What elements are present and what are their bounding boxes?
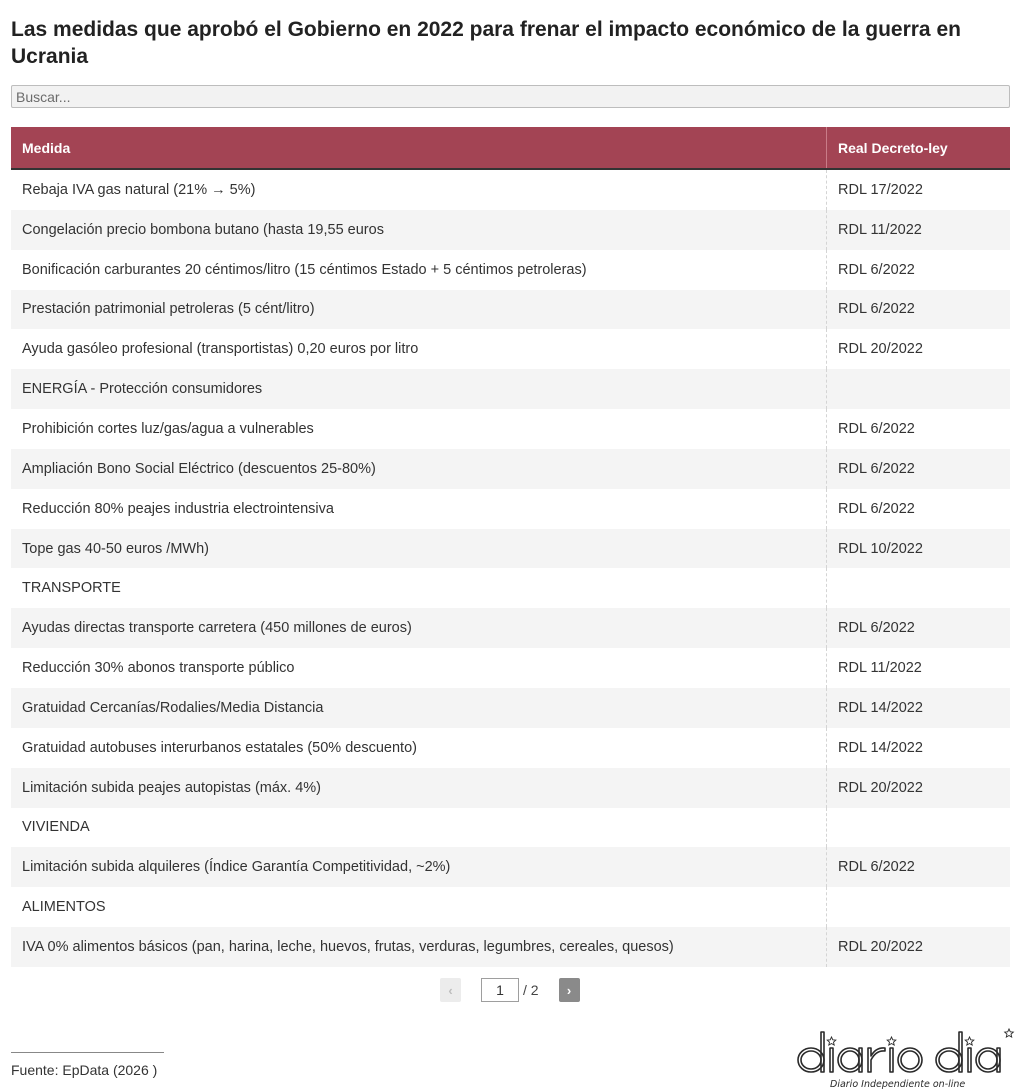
cell-medida: Ampliación Bono Social Eléctrico (descuentos 25-80%) xyxy=(11,449,827,489)
cell-medida: Prohibición cortes luz/gas/agua a vulnerables xyxy=(11,409,827,449)
table-row xyxy=(11,728,1010,768)
table-row xyxy=(11,409,1010,449)
cell-medida: Gratuidad Cercanías/Rodalies/Media Distancia xyxy=(11,688,827,728)
cell-medida: ENERGÍA - Protección consumidores xyxy=(11,369,827,409)
column-header-medida[interactable]: Medida xyxy=(11,127,827,168)
source-note: Fuente: EpData (2026 ) xyxy=(11,1062,158,1078)
prev-page-button[interactable]: ‹ xyxy=(440,978,461,1002)
cell-decreto: RDL 14/2022 xyxy=(838,739,923,756)
cell-decreto: RDL 10/2022 xyxy=(838,540,923,557)
cell-decreto xyxy=(827,808,1010,848)
cell-decreto: RDL 20/2022 xyxy=(838,341,923,358)
data-table xyxy=(11,127,1010,967)
cell-medida: Limitación subida alquileres (Índice Garantía Competitividad, ~2%) xyxy=(11,847,827,887)
logo-tagline: Diario Independiente on-line xyxy=(830,1079,966,1090)
table-row xyxy=(11,927,1010,967)
cell-medida: Limitación subida peajes autopistas (máx. 4%) xyxy=(11,768,827,808)
cell-decreto: RDL 6/2022 xyxy=(838,500,915,517)
cell-decreto: RDL 6/2022 xyxy=(838,620,915,637)
table-row xyxy=(11,369,1010,409)
cell-decreto: RDL 20/2022 xyxy=(838,938,923,955)
next-page-button[interactable]: › xyxy=(559,978,580,1002)
table-row xyxy=(11,210,1010,250)
footer-divider xyxy=(11,1052,164,1053)
cell-medida: Tope gas 40-50 euros /MWh) xyxy=(11,529,827,569)
table-row xyxy=(11,608,1010,648)
table-row xyxy=(11,768,1010,808)
page-title: Las medidas que aprobó el Gobierno en 2022 para frenar el impacto económico de la guerra en Ucrania xyxy=(11,18,961,68)
cell-medida: IVA 0% alimentos básicos (pan, harina, leche, huevos, frutas, verduras, legumbres, cereales, quesos) xyxy=(11,927,827,967)
table-row xyxy=(11,449,1010,489)
table-row xyxy=(11,290,1010,330)
table-row xyxy=(11,847,1010,887)
table-row xyxy=(11,808,1010,848)
cell-medida: VIVIENDA xyxy=(11,808,827,848)
search-input[interactable] xyxy=(11,85,1010,108)
table-row xyxy=(11,250,1010,290)
page-number-input[interactable] xyxy=(481,978,519,1002)
cell-decreto: RDL 6/2022 xyxy=(838,460,915,477)
cell-medida: Ayuda gasóleo profesional (transportistas) 0,20 euros por litro xyxy=(11,329,827,369)
table-row xyxy=(11,688,1010,728)
cell-decreto: RDL 6/2022 xyxy=(838,301,915,318)
table-row xyxy=(11,170,1010,210)
table-header xyxy=(11,127,1010,170)
cell-decreto: RDL 11/2022 xyxy=(838,660,922,677)
cell-medida: Prestación patrimonial petroleras (5 cént/litro) xyxy=(11,290,827,330)
cell-medida: ALIMENTOS xyxy=(11,887,827,927)
cell-decreto: RDL 6/2022 xyxy=(838,420,915,437)
table-row xyxy=(11,648,1010,688)
cell-medida: Rebaja IVA gas natural (21% → 5%) xyxy=(11,170,827,210)
cell-medida: TRANSPORTE xyxy=(11,568,827,608)
table-body xyxy=(11,170,1010,967)
cell-decreto: RDL 14/2022 xyxy=(838,699,923,716)
cell-decreto: RDL 6/2022 xyxy=(838,859,915,876)
table-row xyxy=(11,887,1010,927)
table-row xyxy=(11,489,1010,529)
cell-medida: Gratuidad autobuses interurbanos estatales (50% descuento) xyxy=(11,728,827,768)
cell-medida: Ayudas directas transporte carretera (450 millones de euros) xyxy=(11,608,827,648)
cell-decreto: RDL 11/2022 xyxy=(838,221,922,238)
column-header-decreto[interactable]: Real Decreto-ley xyxy=(838,139,948,156)
table-row xyxy=(11,568,1010,608)
pagination xyxy=(440,978,580,1002)
cell-decreto: RDL 6/2022 xyxy=(838,261,915,278)
cell-medida: Reducción 80% peajes industria electrointensiva xyxy=(11,489,827,529)
cell-medida: Reducción 30% abonos transporte público xyxy=(11,648,827,688)
cell-decreto xyxy=(827,568,1010,608)
cell-decreto xyxy=(827,887,1010,927)
cell-decreto: RDL 20/2022 xyxy=(838,779,923,796)
page-total: / 2 xyxy=(523,982,539,998)
cell-decreto: RDL 17/2022 xyxy=(838,181,923,198)
table-row xyxy=(11,529,1010,569)
table-row xyxy=(11,329,1010,369)
diario-dia-logo xyxy=(792,1026,1020,1091)
cell-decreto xyxy=(827,369,1010,409)
cell-medida: Bonificación carburantes 20 céntimos/litro (15 céntimos Estado + 5 céntimos petroleras) xyxy=(11,250,827,290)
cell-medida: Congelación precio bombona butano (hasta 19,55 euros xyxy=(11,210,827,250)
